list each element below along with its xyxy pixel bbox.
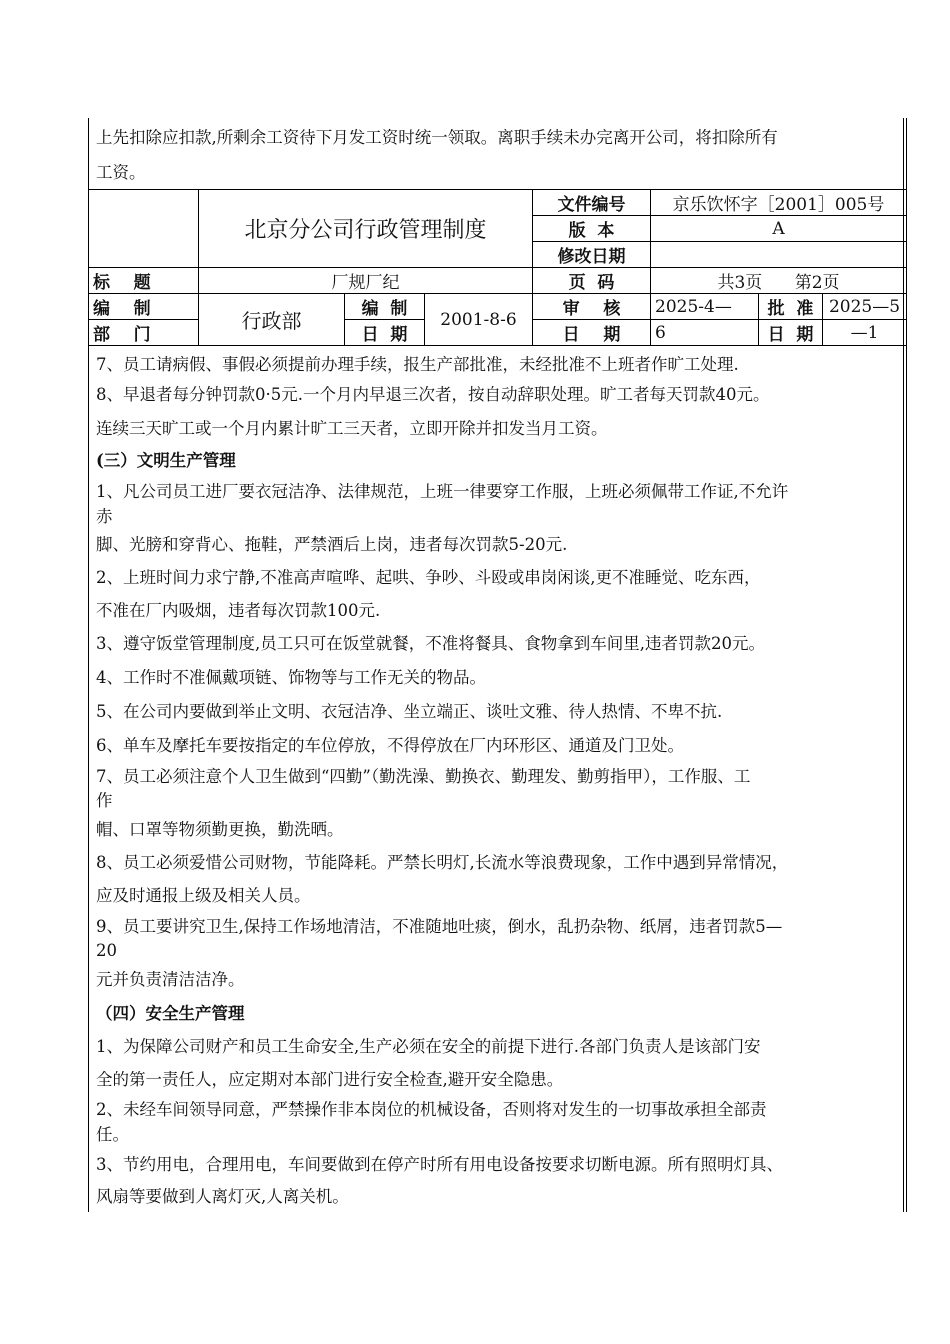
compile-date-label-2: 日 期 [345,320,425,346]
body-line: 元并负责清洁洁净。 [96,970,245,989]
version-label: 版 本 [533,216,651,242]
modify-date-label: 修改日期 [533,242,651,268]
top-paragraph-line-2: 工资。 [96,163,146,182]
body-line: 5、在公司内要做到举止文明、衣冠洁净、坐立端正、谈吐文雅、待人热情、不卑不抗. [96,702,723,721]
compile-dept-label-1: 编 制 [89,294,199,320]
review-value-2: 6 [651,320,759,346]
body-line: 应及时通报上级及相关人员。 [96,886,311,905]
body-line: 9、员工要讲究卫生,保持工作场地清洁，不准随地吐痰，倒水，乱扔杂物、纸屑，违者罚款5— [96,917,783,936]
approve-label-2: 日 期 [759,320,823,346]
body-line: 3、节约用电，合理用电，车间要做到在停产时所有用电设备按要求切断电源。所有照明灯具、 [96,1155,783,1174]
section-heading: (三）文明生产管理 [96,451,236,470]
body-line: 不准在厂内吸烟，违者每次罚款100元. [96,601,381,620]
page-value: 共3页 第2页 [651,268,907,294]
page-label: 页 码 [533,268,651,294]
version-value: A [651,216,907,242]
body-line: 脚、光膀和穿背心、拖鞋，严禁酒后上岗，违者每次罚款5-20元. [96,535,568,554]
subject-label: 标 题 [89,268,199,294]
body-line: 2、上班时间力求宁静,不准高声喧哗、起哄、争吵、斗殴或串岗闲谈,更不准睡觉、吃东西， [96,568,761,587]
review-label-1: 审 核 [533,294,651,320]
body-line: 8、员工必须爱惜公司财物，节能降耗。严禁长明灯,长流水等浪费现象，工作中遇到异常情况， [96,853,789,872]
body-line: 4、工作时不准佩戴项链、饰物等与工作无关的物品。 [96,668,486,687]
body-line: 7、员工必须注意个人卫生做到“四勤”（勤洗澡、勤换衣、勤理发、勤剪指甲），工作服、工 [96,767,751,786]
approve-value-1: 2025—5 [823,294,907,320]
dept-value: 行政部 [199,294,345,346]
review-label-2: 日 期 [533,320,651,346]
body-line: 6、单车及摩托车要按指定的车位停放，不得停放在厂内环形区、通道及门卫处。 [96,736,684,755]
body-line: 1、为保障公司财产和员工生命安全,生产必须在安全的前提下进行.各部门负责人是该部门安 [96,1037,761,1056]
body-line: 8、早退者每分钟罚款0·5元.一个月内早退三次者，按自动辞职处理。旷工者每天罚款40元。 [96,385,770,404]
document-header-table [88,189,907,346]
compile-dept-label-2: 部 门 [89,320,199,346]
compile-date-label-1: 编 制 [345,294,425,320]
document-title: 北京分公司行政管理制度 [199,190,533,268]
header-blank-cell [89,190,199,268]
subject-value: 厂规厂纪 [199,268,533,294]
body-line: 风扇等要做到人离灯灭,人离关机。 [96,1187,349,1206]
doc-no-label: 文件编号 [533,190,651,216]
body-line: 作 [96,791,113,810]
body-line: 任。 [96,1125,129,1144]
body-line: 赤 [96,507,113,526]
body-line: 20 [96,941,117,960]
body-line: 连续三天旷工或一个月内累计旷工三天者，立即开除并扣发当月工资。 [96,419,608,438]
body-line: 3、遵守饭堂管理制度,员工只可在饭堂就餐，不准将餐具、食物拿到车间里,违者罚款20元。 [96,634,765,653]
body-line: 帽、口罩等物须勤更换，勤洗晒。 [96,820,344,839]
body-line: 2、未经车间领导同意，严禁操作非本岗位的机械设备，否则将对发生的一切事故承担全部责 [96,1100,767,1119]
body-line: 全的第一责任人，应定期对本部门进行安全检查,避开安全隐患。 [96,1070,564,1089]
section-heading: （四）安全生产管理 [96,1004,245,1023]
doc-no-value: 京乐饮怀字［2001］005号 [651,190,907,216]
body-line: 1、凡公司员工进厂要衣冠洁净、法律规范，上班一律要穿工作服，上班必须佩带工作证,不允许 [96,482,789,501]
review-value-1: 2025-4— [651,294,759,320]
modify-date-value [651,242,907,268]
approve-value-2: —1 [823,320,907,346]
top-paragraph-line-1: 上先扣除应扣款,所剩余工资待下月发工资时统一领取。离职手续未办完离开公司，将扣除所有 [96,128,778,147]
compile-date-value: 2001-8-6 [425,294,533,346]
body-line: 7、员工请病假、事假必须提前办理手续，报生产部批准，未经批准不上班者作旷工处理. [96,355,739,374]
approve-label-1: 批 准 [759,294,823,320]
